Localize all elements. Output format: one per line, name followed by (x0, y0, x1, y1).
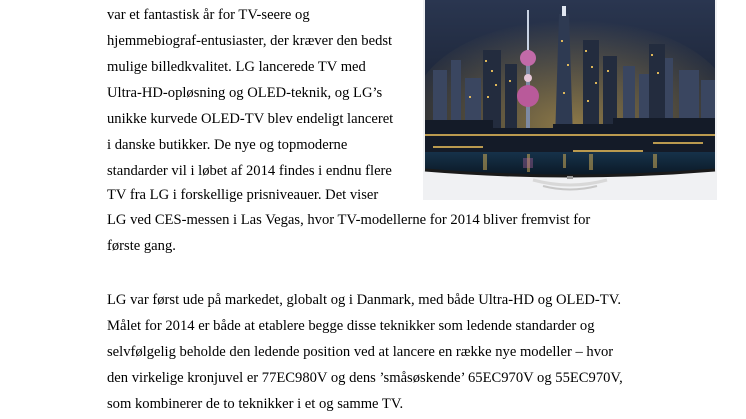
paragraph-line: LG var først ude på markedet, globalt og i Danmark, med både Ultra-HD og OLED-TV. (107, 292, 622, 308)
paragraph-line: den virkelige kronjuvel er 77EC980V og dens ’småsøskende’ 65EC970V og 55EC970V, (107, 370, 623, 386)
paragraph-line: i danske butikker. De nye og topmoderne (107, 137, 348, 153)
paragraph-line: selvfølgelig beholde den ledende position ved at lancere en række nye modeller – hvor (107, 344, 614, 360)
curved-oled-tv-city-night-photo (423, 0, 717, 200)
paragraph-line: unikke kurvede OLED-TV blev endeligt lanceret (107, 111, 394, 127)
paragraph-line: standarder vil i løbet af 2014 findes i endnu flere (107, 163, 392, 179)
paragraph-line: hjemmebiograf-entusiaster, der kræver den bedst (107, 33, 393, 49)
paragraph-line: første gang. (107, 238, 176, 254)
paragraph-line: som kombinerer de to teknikker i et og samme TV. (107, 396, 404, 412)
paragraph-line: Målet for 2014 er både at etablere begge disse teknikker som ledende standarder og (107, 318, 595, 334)
tv-image-icon (423, 0, 717, 200)
paragraph-line: TV fra LG i forskellige prisniveauer. Det viser (107, 187, 379, 203)
paragraph-line: var et fantastisk år for TV-seere og (107, 7, 310, 23)
paragraph-line: Ultra-HD-opløsning og OLED-teknik, og LG’s (107, 85, 383, 101)
paragraph-line: mulige billedkvalitet. LG lancerede TV med (107, 59, 366, 75)
paragraph-line: LG ved CES-messen i Las Vegas, hvor TV-modellerne for 2014 bliver fremvist for (107, 212, 591, 228)
